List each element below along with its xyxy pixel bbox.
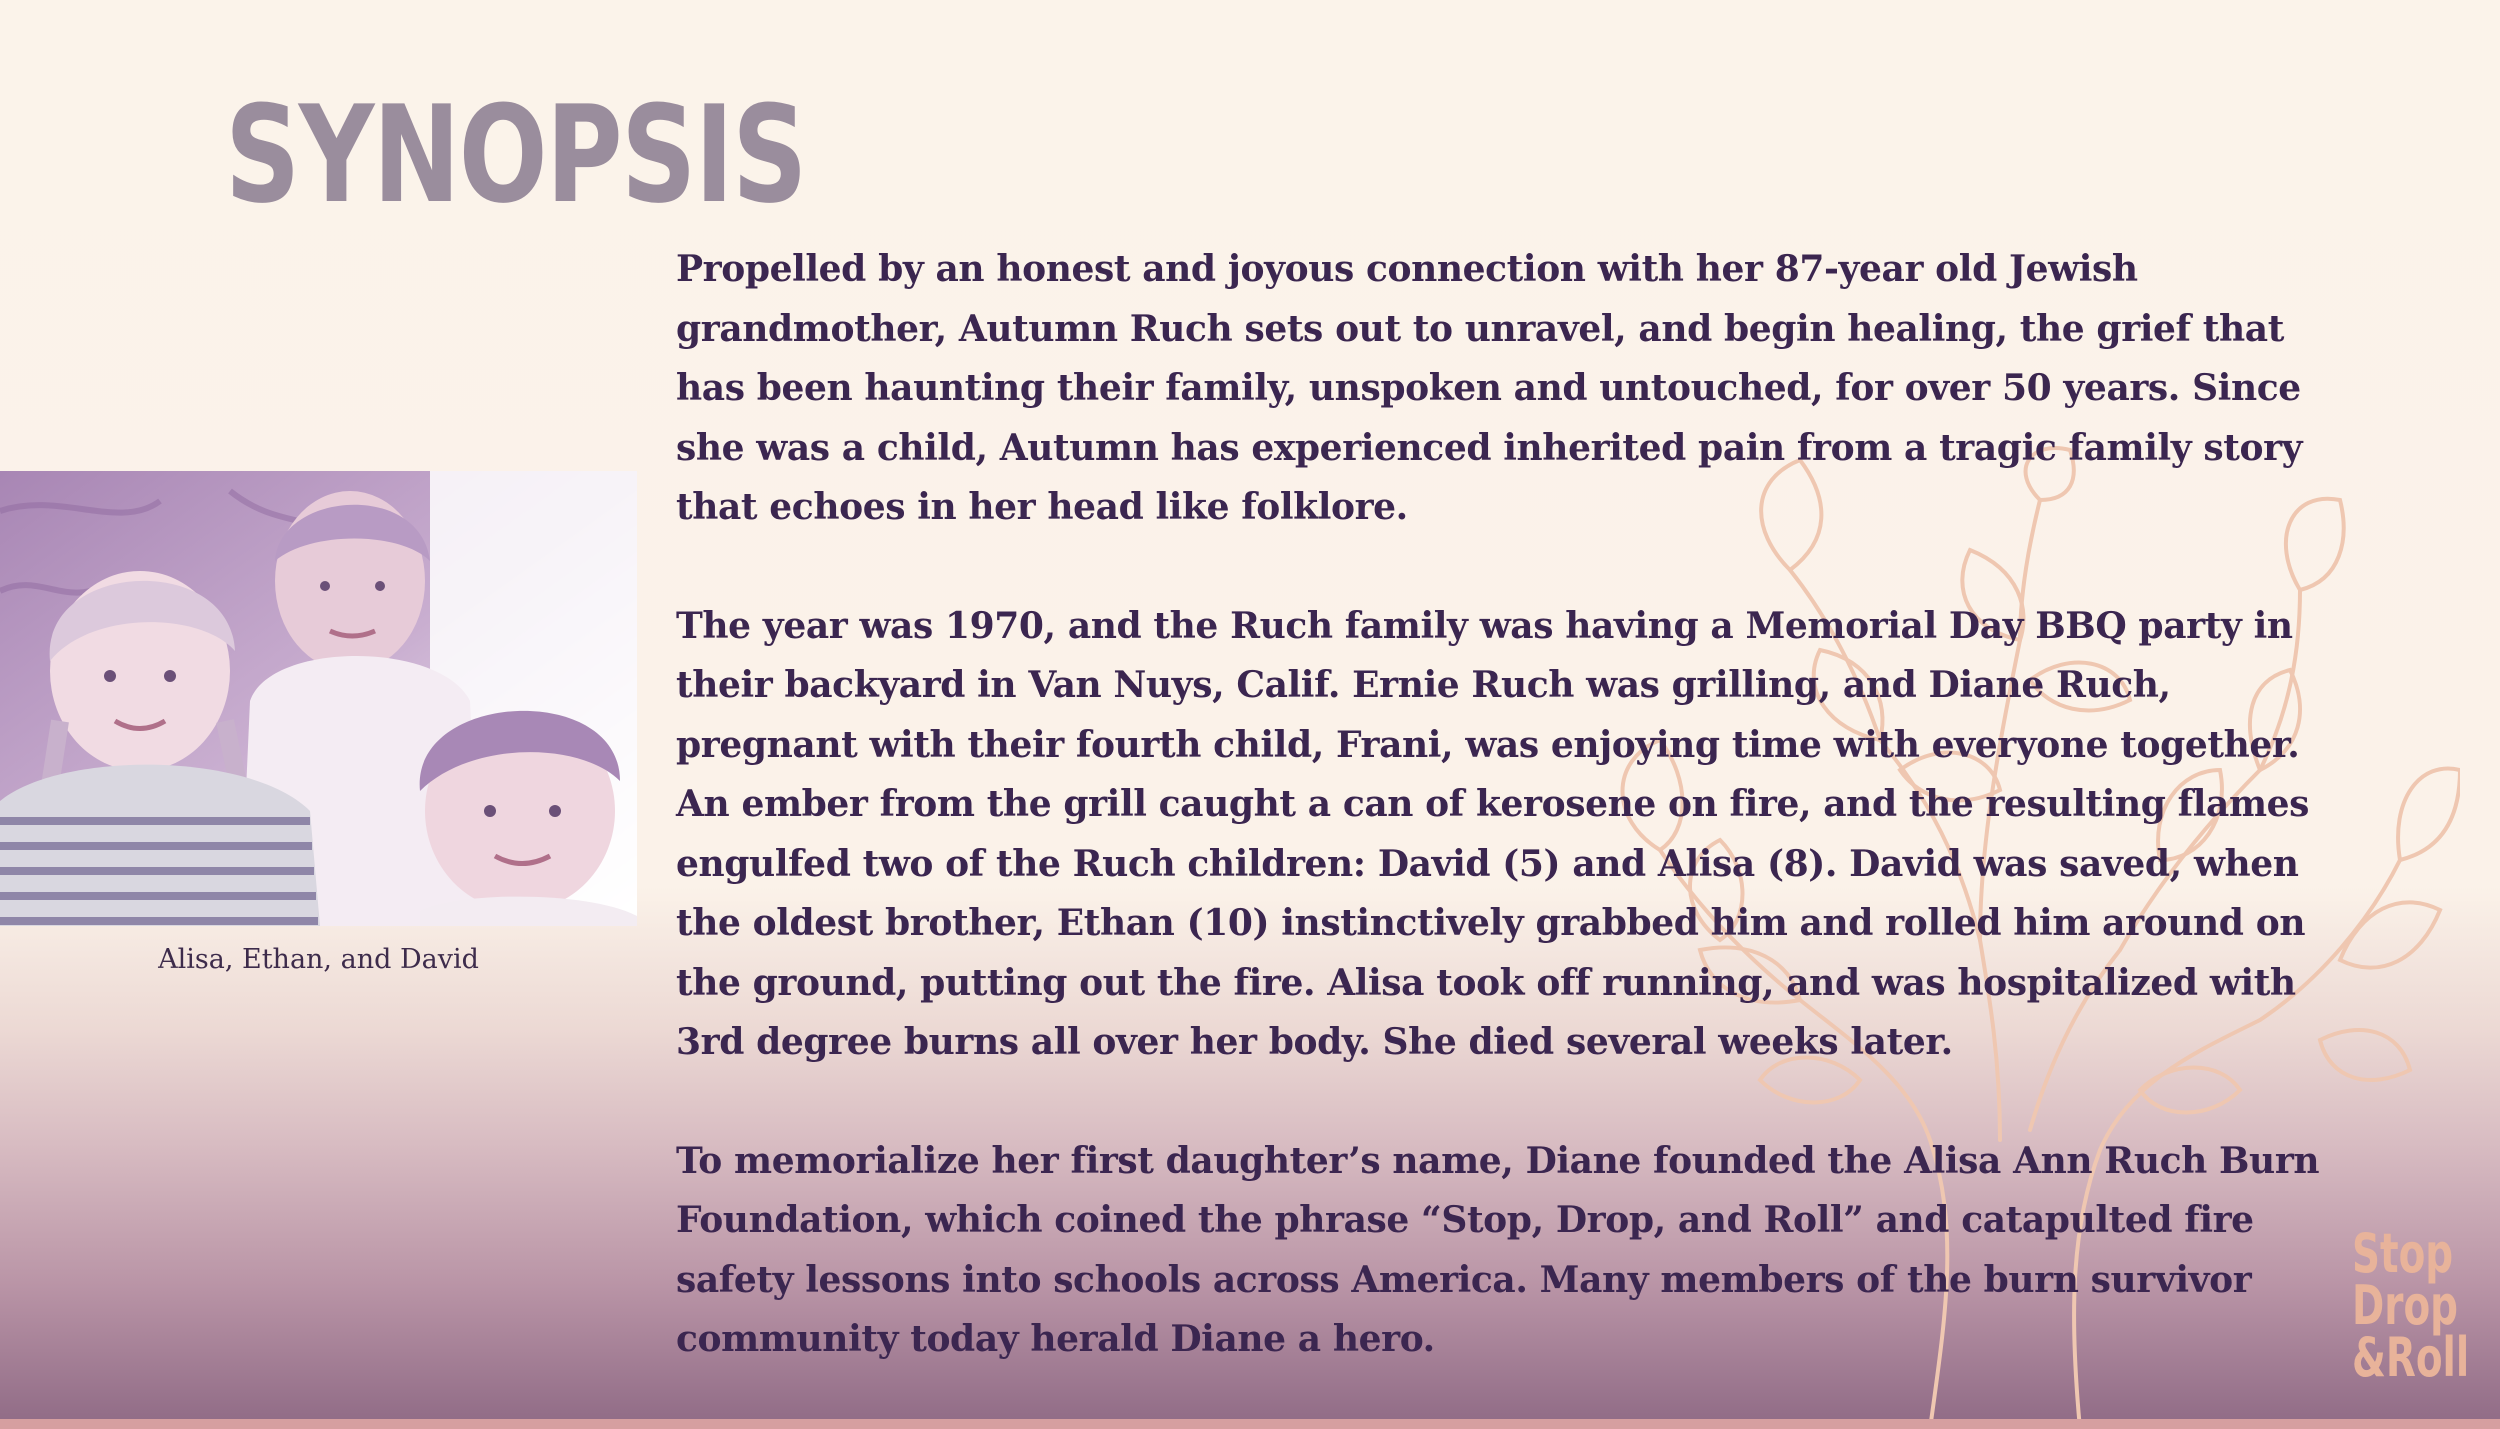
- children-photo: [0, 471, 637, 926]
- paragraph: The year was 1970, and the Ruch family was having a Memorial Day BBQ party in their backyard in Van Nuys, Calif. Ernie Ruch was grilling, and Diane Ruch, pregnant with their fourth child, Frani, was enjoying time with everyone together. An ember from the grill caught a can of kerosene on fire, and the resulting flames engulfed two of the Ruch children: David (5) and Alisa (8). David was saved, when the oldest brother, Ethan (10) instinctively grabbed him and rolled him around on the ground, putting out the fire. Alisa took off running, and was hospitalized with 3rd degree burns all over her body. She died several weeks later.: [676, 604, 2310, 1063]
- logo-line: Drop: [2352, 1274, 2458, 1337]
- logo-line: &Roll: [2352, 1326, 2470, 1389]
- paragraph: To memorialize her first daughter’s name, Diane founded the Alisa Ann Ruch Burn Foundation, which coined the phrase “Stop, Drop, and Roll” and catapulted fire safety lessons into schools across America. Many members of the burn survivor community today herald Diane a hero.: [676, 1139, 2320, 1360]
- page-title: SYNOPSIS: [225, 77, 806, 233]
- logo-line: Stop: [2352, 1222, 2454, 1285]
- stop-drop-roll-logo: [2352, 1222, 2470, 1389]
- photo-caption: Alisa, Ethan, and David: [158, 944, 479, 975]
- bottom-band: [0, 1419, 2500, 1429]
- synopsis-body: [676, 240, 2346, 1429]
- paragraph: Propelled by an honest and joyous connection with her 87-year old Jewish grandmother, Autumn Ruch sets out to unravel, and begin healing, the grief that has been haunting their family, unspoken and untouched, for over 50 years. Since she was a child, Autumn has experienced inherited pain from a tragic family story that echoes in her head like folklore.: [676, 248, 2303, 528]
